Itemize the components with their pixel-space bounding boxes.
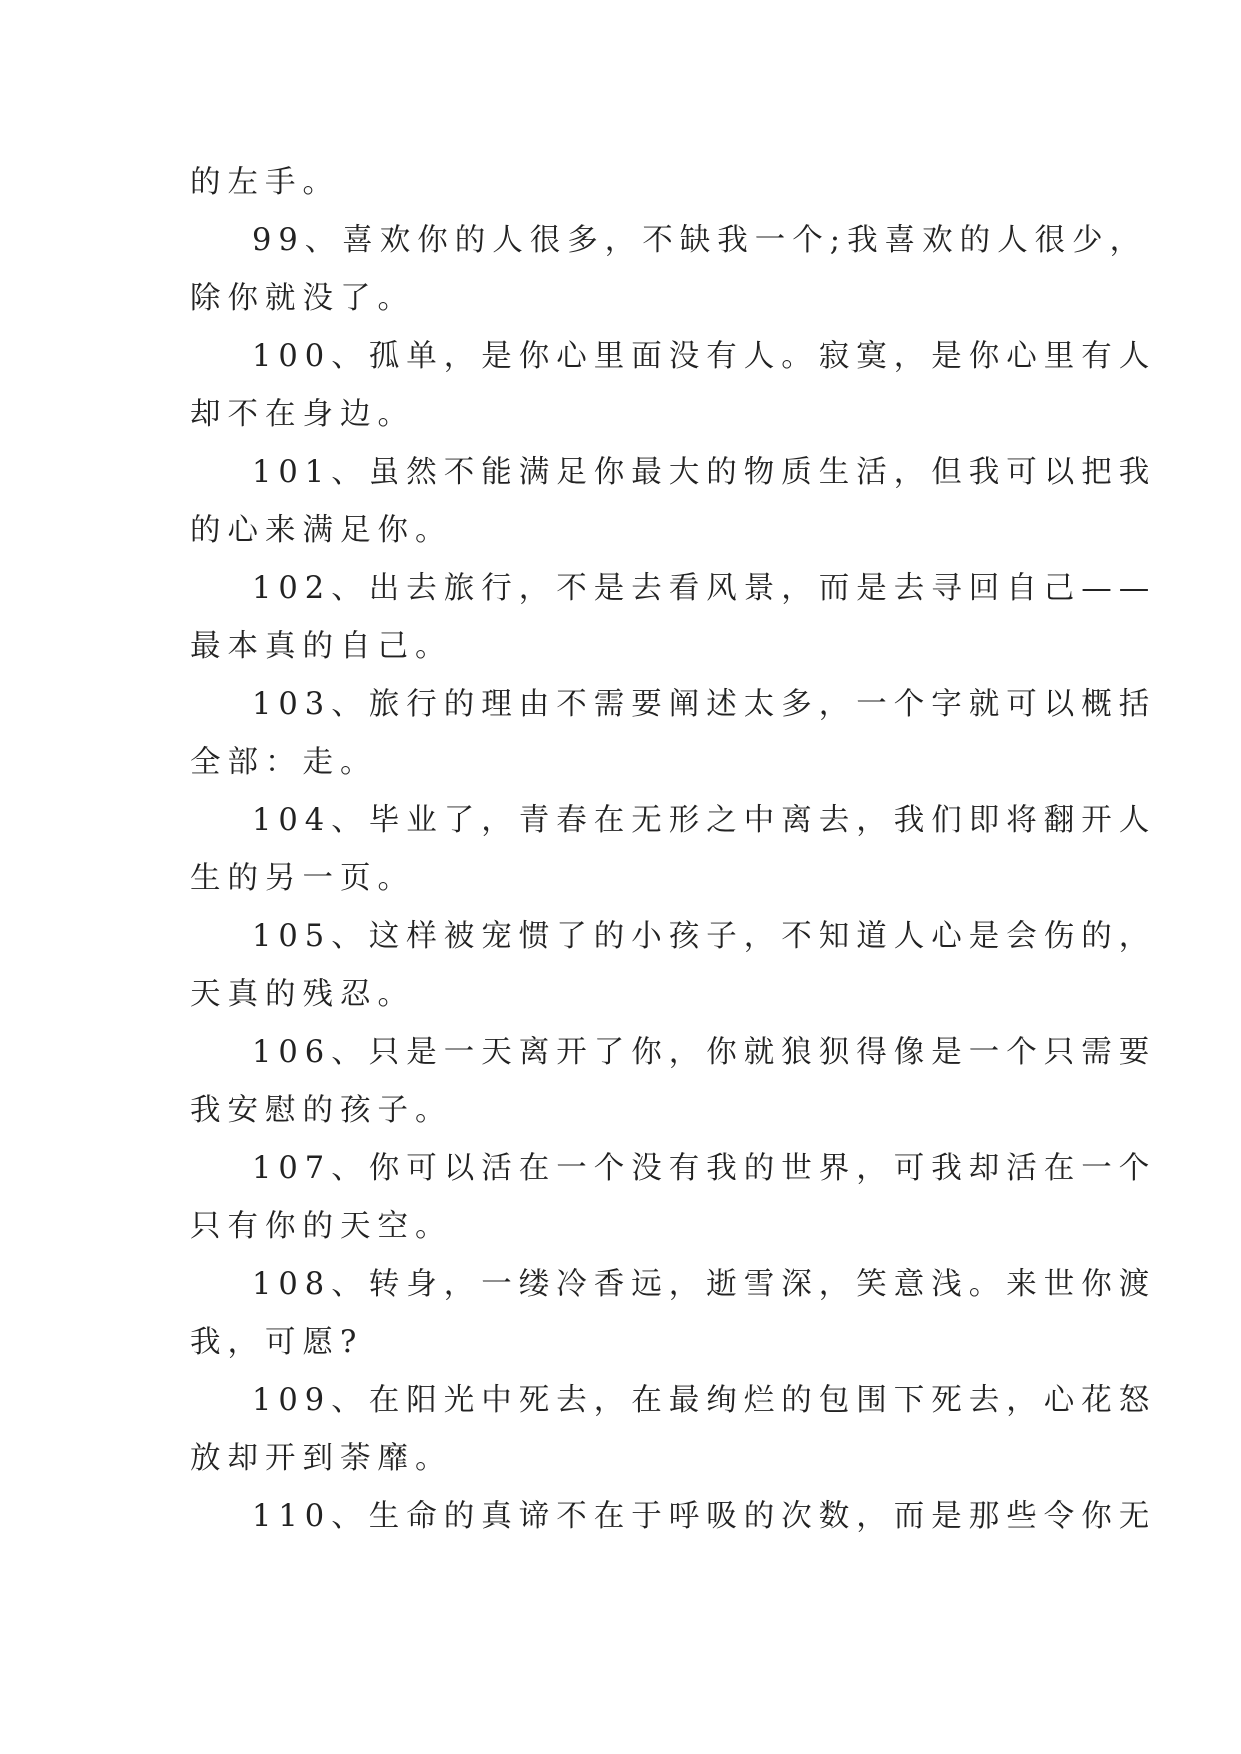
text-line: 放却开到荼靡。: [190, 1441, 453, 1476]
text-line: 生的另一页。: [190, 861, 415, 896]
text-line: 106、只是一天离开了你，你就狼狈得像是一个只需要: [252, 1035, 1157, 1070]
text-line: 101、虽然不能满足你最大的物质生活，但我可以把我: [252, 455, 1157, 490]
text-line: 的左手。: [190, 165, 340, 200]
text-line: 的心来满足你。: [190, 513, 453, 548]
text-line: 105、这样被宠惯了的小孩子，不知道人心是会伤的，: [252, 919, 1157, 954]
text-line: 99、喜欢你的人很多，不缺我一个;我喜欢的人很少，: [252, 223, 1148, 258]
document-body: [190, 154, 1157, 1546]
text-line: 全部：走。: [190, 745, 378, 780]
text-line: 却不在身边。: [190, 397, 415, 432]
text-line: 除你就没了。: [190, 281, 415, 316]
text-line: 只有你的天空。: [190, 1209, 453, 1244]
text-line: 最本真的自己。: [190, 629, 453, 664]
text-line: 我安慰的孩子。: [190, 1093, 453, 1128]
text-line: 104、毕业了，青春在无形之中离去，我们即将翻开人: [252, 803, 1157, 838]
text-line: 109、在阳光中死去，在最绚烂的包围下死去，心花怒: [252, 1383, 1157, 1418]
text-line: 102、出去旅行，不是去看风景，而是去寻回自己——: [252, 571, 1157, 606]
text-line: 110、生命的真谛不在于呼吸的次数，而是那些令你无: [252, 1499, 1157, 1534]
text-line: 103、旅行的理由不需要阐述太多，一个字就可以概括: [252, 687, 1157, 722]
text-line: 108、转身，一缕冷香远，逝雪深，笑意浅。来世你渡: [252, 1267, 1157, 1302]
text-line: 我，可愿?: [190, 1325, 364, 1360]
text-line: 107、你可以活在一个没有我的世界，可我却活在一个: [252, 1151, 1157, 1186]
text-line: 天真的残忍。: [190, 977, 415, 1012]
text-line: 100、孤单，是你心里面没有人。寂寞，是你心里有人: [252, 339, 1157, 374]
